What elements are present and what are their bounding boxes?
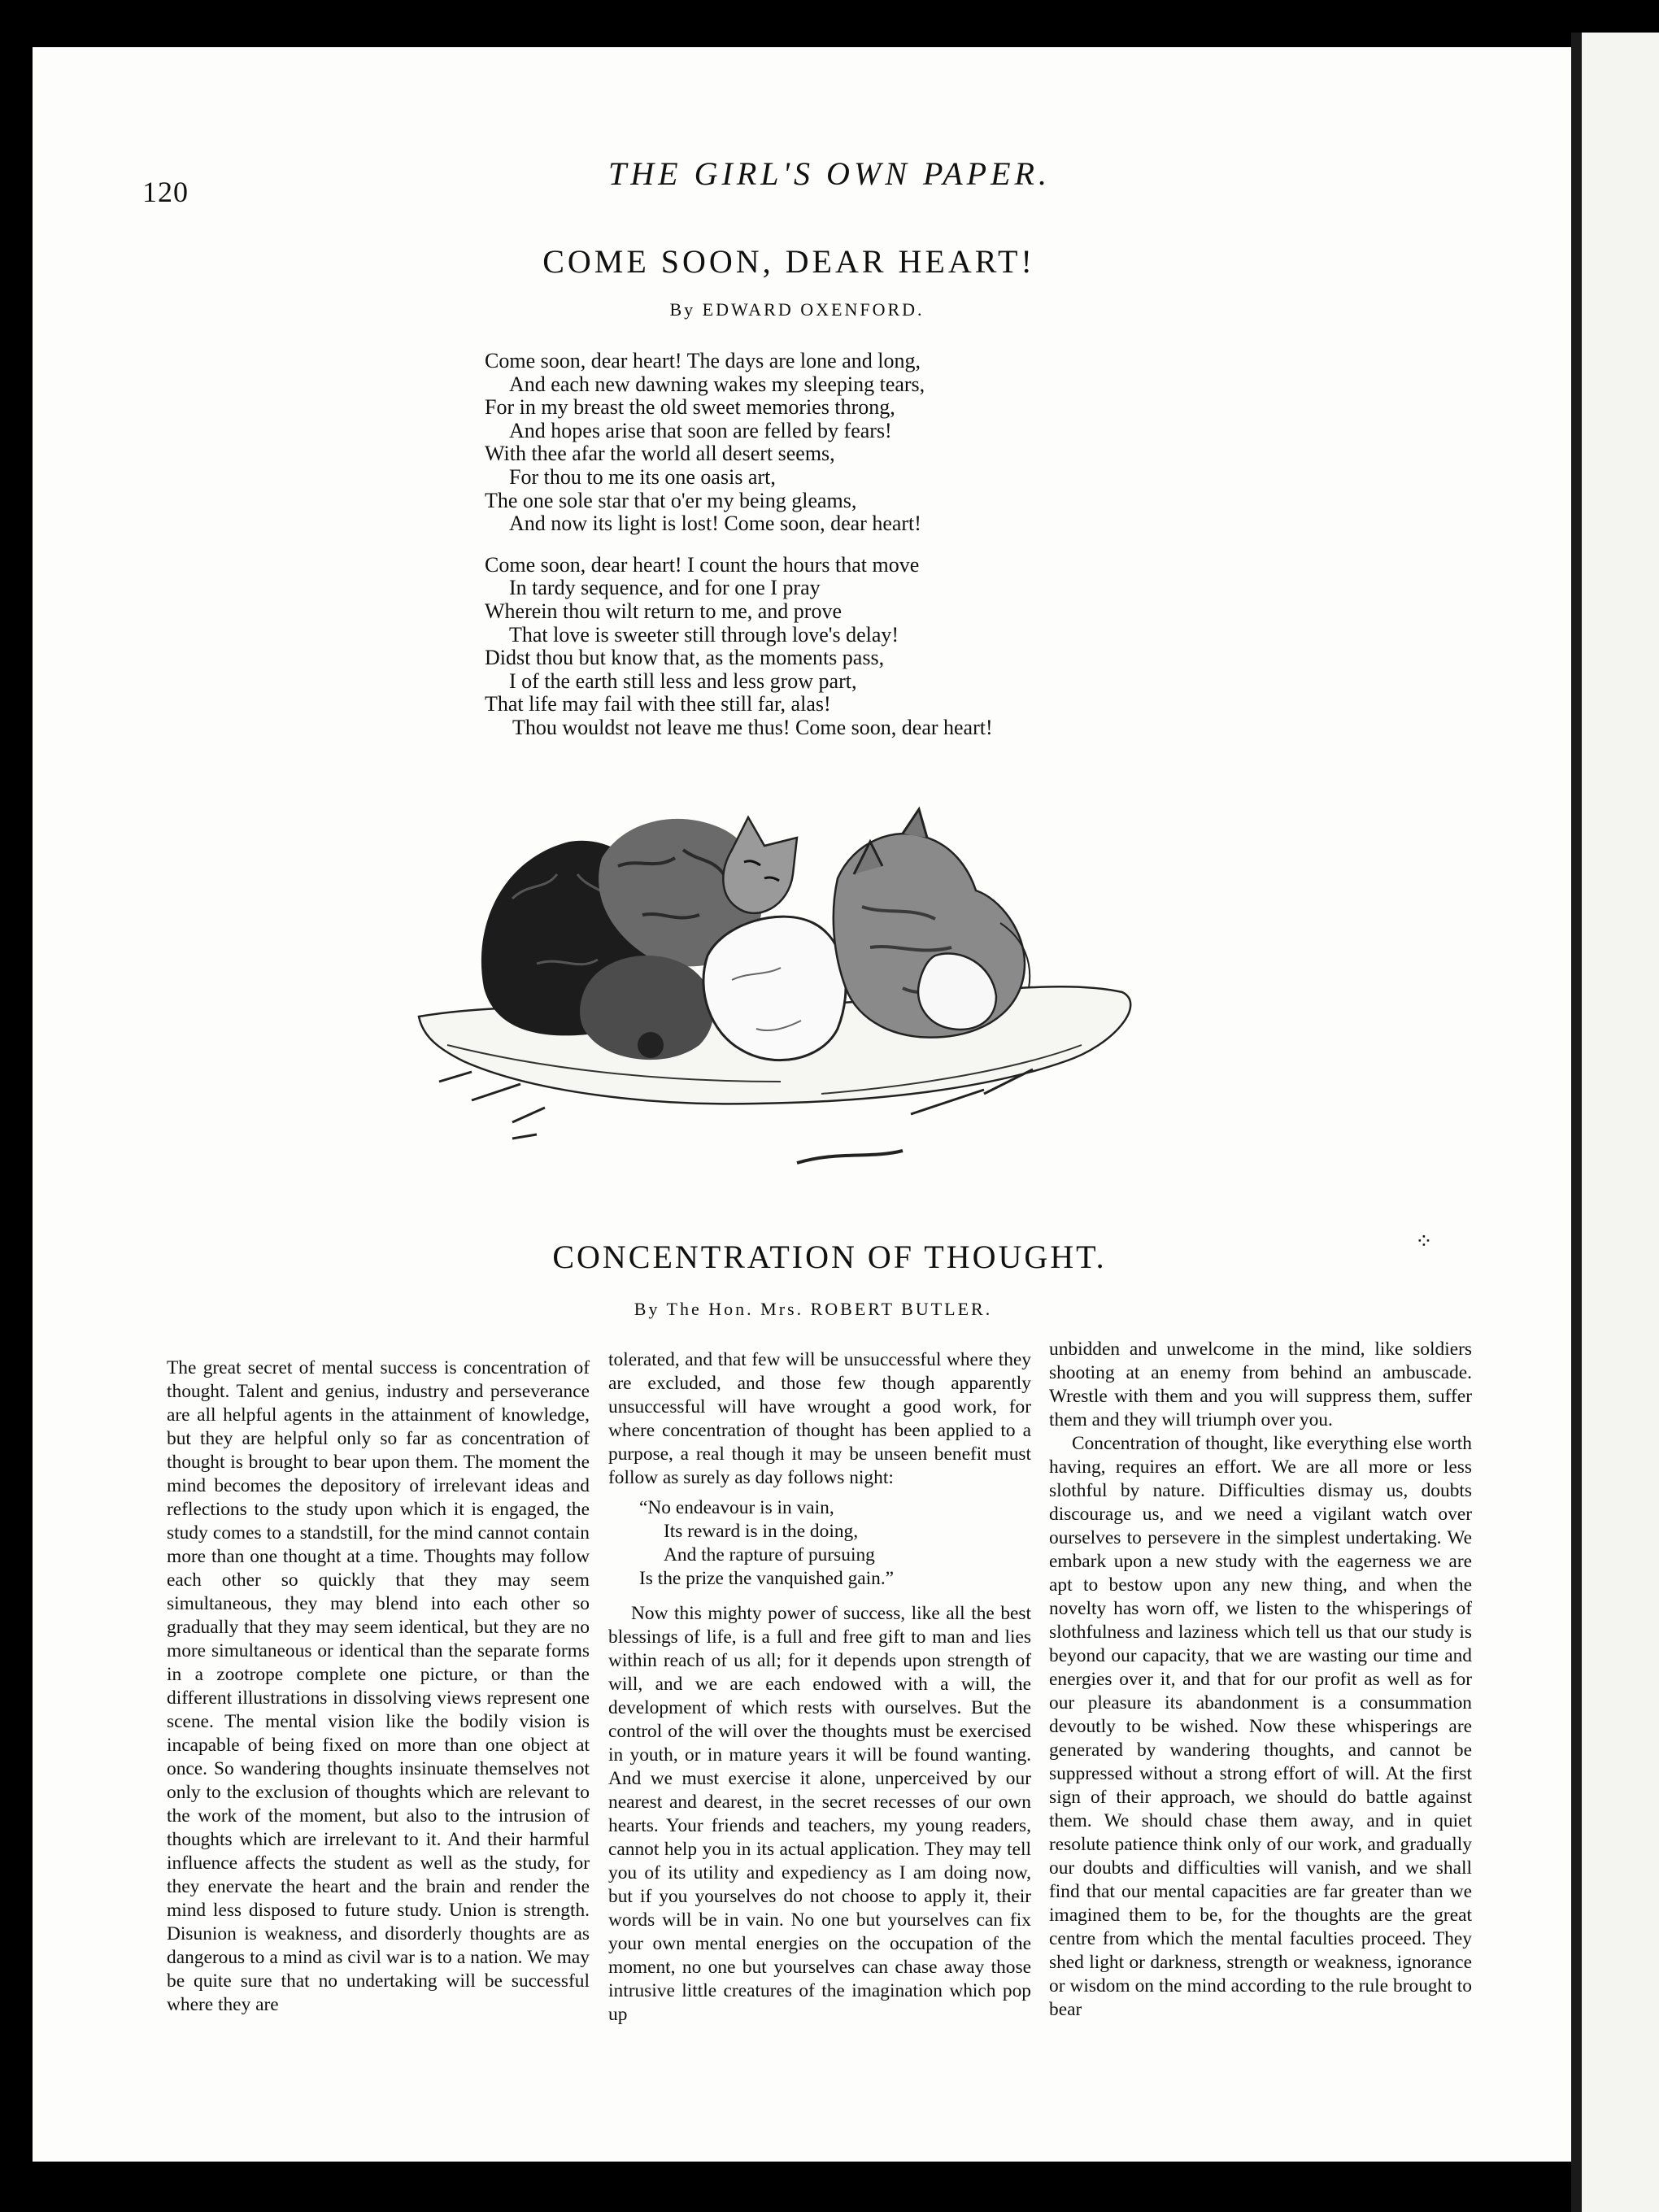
poem-line: Come soon, dear heart! I count the hours that move: [485, 552, 920, 577]
poem-stanza-1: [485, 350, 1152, 536]
essay-paragraph: The great secret of mental success is concentration of thought. Talent and genius, industry and perseverance are all helpful agents in the attainment of knowledge, but they are helpful only so far as concentration of thought is brought to bear upon them. The moment the mind becomes the depository of irrelevant ideas and reflections to the study upon which it is engaged, the study comes to a standstill, for the mind cannot contain more than one thought at a time. Thoughts may follow each other so quickly that they may seem simultaneous, they may blend into each other so gradually that they may seem identical, but they are no more simultaneous or identical than the separate forms in a zootrope complete one picture, or than the different illustrations in dissolving views represent one scene. The mental vision like the bodily vision is incapable of being fixed on more than one object at once. So wandering thoughts insinuate themselves not only to the exclusion of thoughts which are relevant to the work of the moment, but also to the intrusion of thoughts which are irrelevant to it. And their harmful influence affects the student as well as the study, for they enervate the heart and the brain and render the mind less disposed to future study. Union is strength. Disunion is weakness, and disorderly thoughts are as dangerous to a mind as civil war is to a nation. We may be quite sure that no undertaking will be successful where they are: [167, 1357, 590, 2015]
poem-title: COME SOON, DEAR HEART!: [542, 243, 1035, 280]
poem-byline: By EDWARD OXENFORD.: [669, 299, 925, 320]
poem-stanza-2: [485, 554, 1152, 740]
poem-body: [485, 350, 1152, 758]
poem-line: For thou to me its one oasis art,: [509, 464, 776, 489]
essay-column-2: [608, 1348, 1031, 2027]
poem-line: That love is sweeter still through love's delay!: [509, 622, 899, 647]
poem-line: Wherein thou wilt return to me, and prove: [485, 599, 842, 623]
essay-paragraph: Concentration of thought, like everything else worth having, requires an effort. We are all more or less slothful by nature. Difficulties dismay us, doubts discourage us, and we need a vigilant watch over ourselves to persevere in the simplest undertaking. We embark upon a new study with the eagerness we are apt to bestow upon any new thing, and when the novelty has worn off, we listen to the whisperings of slothfulness and laziness which tell us that our study is beyond our capacity, that we are wasting our time and energies over it, and that for our profit as well as for our pleasure its abandonment is a consummation devoutly to be wished. Now these whisperings are generated by wandering thoughts, and cannot be suppressed without a strong effort of will. At the first sign of their approach, we should do battle against them. We should chase them away, and in quiet resolute patience think only of our work, and gradually our doubts and difficulties will vanish, and we shall find that our mental capacities are far greater than we imagined them to be, for the thoughts are the great centre from which the mental faculties proceed. They shed light or darkness, strength or weakness, ignorance or wisdom on the mind according to the rule brought to bear: [1049, 1433, 1472, 2020]
print-speck: ⁘: [1415, 1230, 1433, 1253]
quote-line: And the rapture of pursuing: [664, 1544, 875, 1565]
page-number: 120: [142, 176, 189, 208]
poem-line: That life may fail with thee still far, alas!: [485, 692, 831, 716]
quote-line: Is the prize the vanquished gain.”: [639, 1568, 895, 1589]
essay-byline: By The Hon. Mrs. ROBERT BUTLER.: [634, 1299, 993, 1319]
quote-line: Its reward is in the doing,: [664, 1521, 859, 1542]
kittens-illustration: [415, 801, 1228, 1191]
poem-line: The one sole star that o'er my being gleams,: [485, 488, 857, 512]
essay-column-3: [1049, 1338, 1472, 2022]
verse-quote: [639, 1496, 1031, 1591]
facing-page-edge: [1582, 33, 1659, 2212]
poem-line: In tardy sequence, and for one I pray: [509, 576, 821, 600]
essay-paragraph: unbidden and unwelcome in the mind, like soldiers shooting at an enemy from behind an ambuscade. Wrestle with them and you will suppress them, suffer them and they will triumph over you.: [1049, 1339, 1472, 1430]
poem-line: Thou wouldst not leave me thus! Come soon, dear heart!: [512, 715, 993, 739]
poem-line: And each new dawning wakes my sleeping tears,: [509, 372, 925, 396]
poem-line: Come soon, dear heart! The days are lone and long,: [485, 349, 921, 372]
essay-paragraph: tolerated, and that few will be unsuccessful where they are excluded, and those few though apparently unsuccessful will have wrought a good work, for where concentration of thought has been applied to a purpose, a real though it may be unseen benefit must follow as surely as day follows night:: [608, 1349, 1031, 1488]
poem-line: I of the earth still less and less grow part,: [509, 668, 857, 693]
binding-gutter: [1571, 33, 1582, 2212]
poem-line: And now its light is lost! Come soon, dear heart!: [509, 512, 921, 536]
poem-line: Didst thou but know that, as the moments pass,: [485, 646, 885, 670]
poem-line: And hopes arise that soon are felled by fears!: [509, 418, 892, 442]
running-title: THE GIRL'S OWN PAPER.: [608, 155, 1051, 192]
quote-line: “No endeavour is in vain,: [639, 1497, 834, 1518]
essay-paragraph: Now this mighty power of success, like all the best blessings of life, is a full and free gift to man and lies within reach of us all; for it depends upon strength of will, and we are each endowed with a will, the development of which rests with ourselves. But the control of the will over the thoughts must be exercised in youth, or in mature years it will be found wanting. And we must exercise it alone, unperceived by our nearest and dearest, in the secret recesses of our own hearts. Your friends and teachers, my young readers, cannot help you in its actual application. They may tell you of its utility and expediency as I am doing now, but if you yourselves do not choose to apply it, their words will be in vain. No one but yourselves can fix your own mental energies on the occupation of the moment, no one but yourselves can chase away those intrusive little creatures of the imagination which pop up: [608, 1603, 1031, 2025]
poem-line: With thee afar the world all desert seems,: [485, 442, 835, 466]
essay-title: CONCENTRATION OF THOUGHT.: [552, 1239, 1107, 1275]
poem-line: For in my breast the old sweet memories throng,: [485, 395, 895, 420]
essay-column-1: [167, 1356, 590, 2017]
